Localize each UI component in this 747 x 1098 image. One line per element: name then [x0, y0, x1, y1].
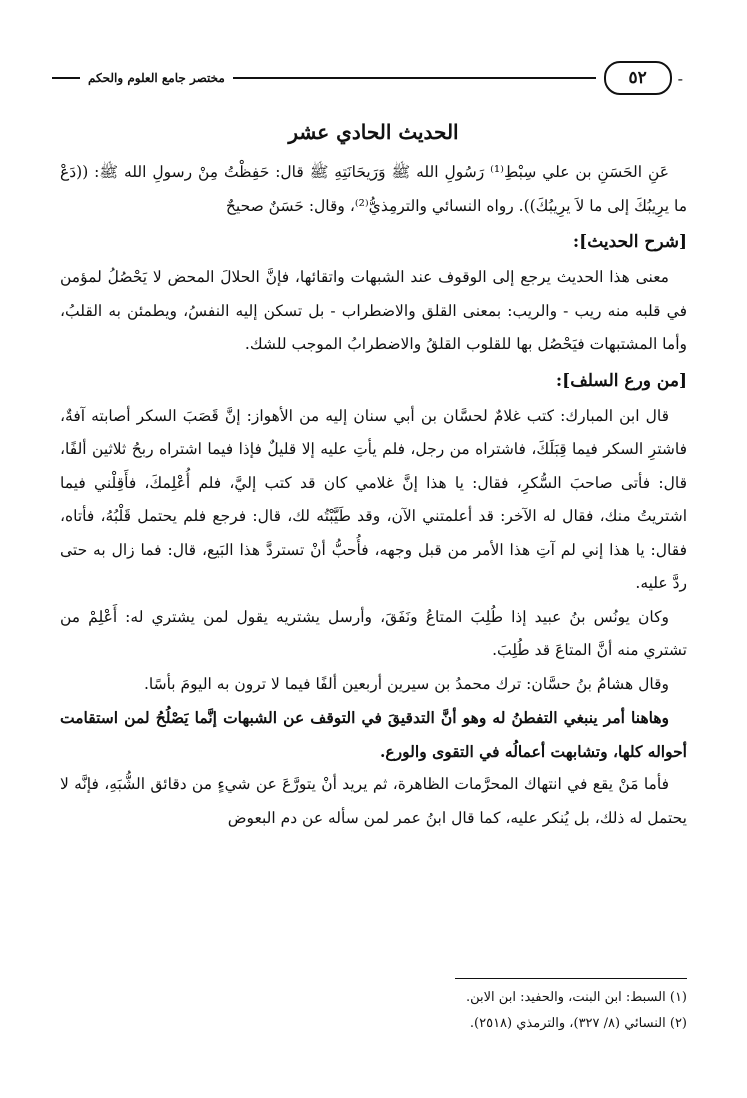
paragraph: وكان يونُس بنُ عبيد إذا طُلِبَ المتاعُ ونَفَقَ، وأرسل يشتريه يقول لمن يشتري له: أَعْلِمْ من تشتري منه أنَّ المتاعَ قد طُلِبَ. — [60, 607, 687, 659]
running-header — [52, 62, 689, 94]
paragraph: فأما مَنْ يقع في انتهاك المحرَّمات الظاهرة، ثم يريد أنْ يتورَّعَ عن شيءٍ من دقائق الشُّبَهِ، فإنَّه لا يحتمل له ذلك، بل يُنكر عليه، كما قال ابنُ عمر لمن سأله عن دم البعوض — [60, 775, 687, 827]
running-title: مختصر جامع العلوم والحكم — [88, 71, 225, 85]
footnotes — [60, 985, 687, 1037]
header-dash: - — [677, 68, 683, 88]
paragraph-emphasis: وهاهنا أمر ينبغي التفطنُ له وهو أنَّ التدقيقَ في التوقف عن الشبهات إنَّما يَصْلُحُ لمن استقامت أحواله كلها، وتشابهت أعمالُه في التقوى والورع. — [60, 708, 687, 761]
paragraph: معنى هذا الحديث يرجع إلى الوقوف عند الشبهات واتقائها، فإنَّ الحلالَ المحض لا يَحْصُلُ لمؤمن في قلبه منه ريب - والريب: بمعنى القلق والاضطراب - بل تسكن إليه النفسُ، ويطمئن به القلبُ، وأما المشتبهات فيَحْصُل بها للقلوب القلقُ والاضطرابُ الموجب للشك. — [60, 268, 687, 353]
section-heading-sharh: [شرح الحديث]: — [572, 232, 687, 252]
page-number: ٥٢ — [628, 68, 647, 88]
footnote-separator — [455, 978, 687, 979]
footnote-2: (٢) النسائي (٨/ ٣٢٧)، والترمذي (٢٥١٨). — [469, 1016, 687, 1031]
page-body — [60, 112, 687, 835]
header-rule-end — [52, 77, 80, 79]
paragraph: وقال هشامُ بنُ حسَّان: ترك محمدُ بن سيرين أربعين ألفًا فيما لا ترون به اليومَ بأسًا. — [143, 674, 669, 693]
paragraph: قال ابن المبارك: كتب غلامٌ لحسَّان بن أبي سنان إليه من الأهواز: إنَّ قَصَبَ السكر أصابته آفةٌ، فاشترِ السكر فيما قِبَلَكَ، فاشتراه من رجل، فلم يأتِ عليه إلا قليلٌ فإذا فيما اشتراه ربحُ ثلاثين ألفًا، قال: فأتى صاحبَ السُّكرِ، فقال: يا هذا إنَّ غلامي كان قد كتب إليَّ، فلم أُعْلِمكَ، فأَقِلْني فيما اشتريتُ منك، فقال له الآخر: قد أعلمتني الآن، وقد طَيَّبْتُه لك، قال: فرجع فلم يحتمل قَلْبُهُ، فأتاه، فقال: يا هذا إني لم آتِ هذا الأمر من قبل وجهه، فأُحبُّ أنْ تستردَّ هذا البَيع، قال: فما زال به حتى ردَّ عليه. — [60, 406, 687, 592]
footnote-1: (١) السبط: ابن البنت، والحفيد: ابن الابن. — [466, 990, 687, 1005]
header-rule — [233, 77, 596, 79]
page-number-badge — [604, 61, 672, 95]
section-heading-wara: [من ورع السلف]: — [555, 370, 687, 391]
hadith-text: عَنِ الحَسَنِ بن علي سِبْطِ⁽¹⁾ رَسُولِ الله ﷺ وَرَيحَانَتِهِ ﷺ قال: حَفِظْتُ مِنْ رسولِ الله ﷺ: ((دَعْ ما يرِيبُكَ إلى ما لاَ يرِيبُكَ)). رواه النسائي والترمِذيُّ⁽²⁾، وقال: حَسَنٌ صحيحٌ — [60, 163, 687, 215]
hadith-title: الحديث الحادي عشر — [288, 120, 459, 144]
